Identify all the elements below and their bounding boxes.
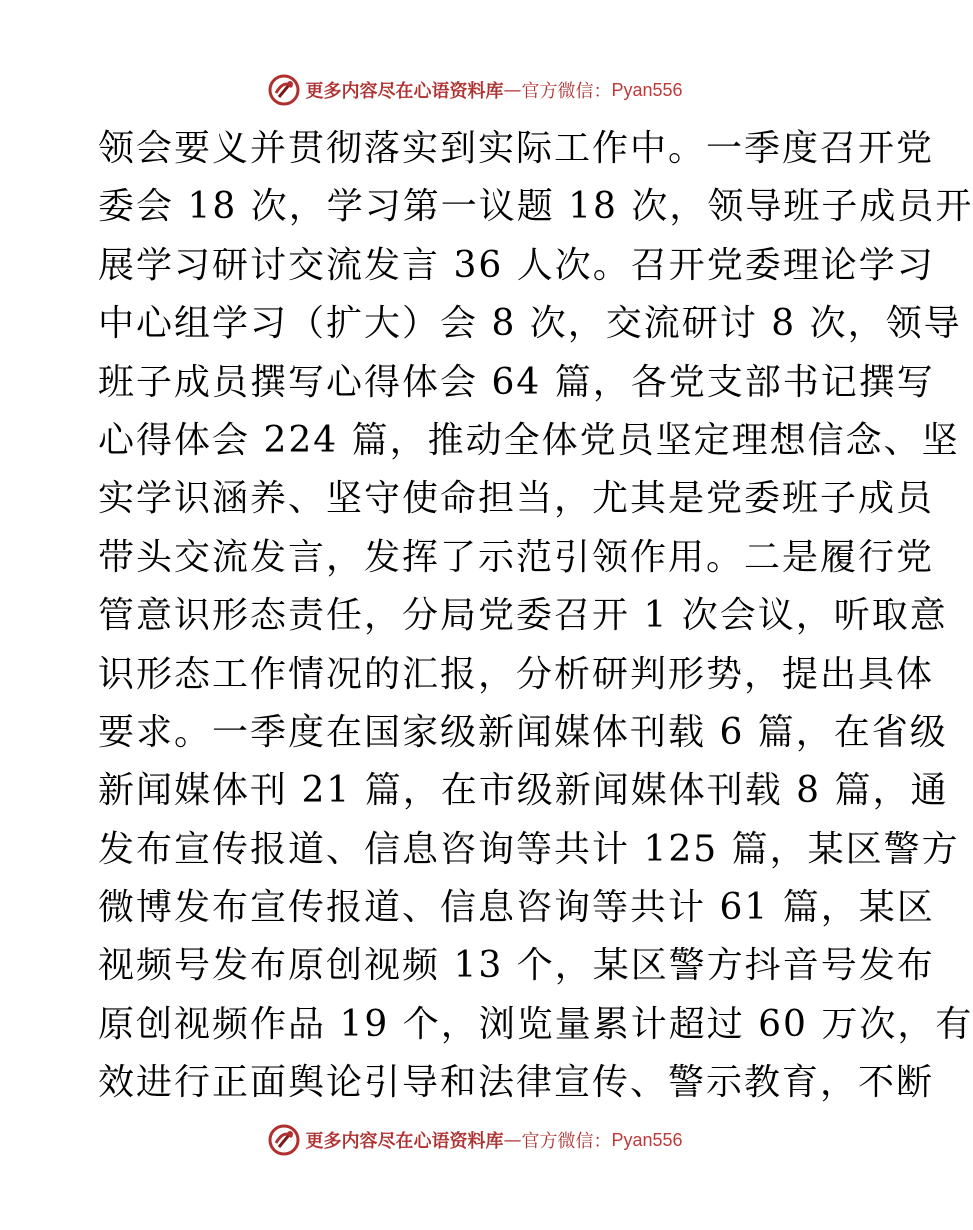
watermark-header [0,70,950,110]
text-line: 领会要义并贯彻落实到实际工作中。一季度召开党 [98,128,935,169]
watermark-wechat-id: Pyan556 [611,1129,683,1150]
watermark-wechat-id: Pyan556 [611,79,683,100]
watermark-separator: — [503,1129,522,1151]
text-line: 实学识涵养、坚守使命担当，尤其是党委班子成员 [98,478,935,520]
watermark-brand: 更多内容尽在心语资料库 [305,81,504,102]
text-line: 委会 18 次，学习第一议题 18 次，领导班子成员开 [98,186,973,228]
text-line: 微博发布宣传报道、信息咨询等共计 61 篇，某区 [98,887,935,929]
text-line: 带头交流发言，发挥了示范引领作用。二是履行党 [98,536,935,578]
brand-logo-icon [267,1123,301,1157]
text-line: 管意识形态责任，分局党委召开 1 次会议，听取意 [98,595,948,637]
watermark-separator: — [503,79,522,101]
text-line: 中心组学习（扩大）会 8 次，交流研讨 8 次，领导 [98,303,962,345]
watermark-label: 官方微信： [521,1131,612,1152]
text-line: 识形态工作情况的汇报，分析研判形势，提出具体 [98,653,935,695]
text-line: 视频号发布原创视频 13 个，某区警方抖音号发布 [98,945,935,987]
text-line: 新闻媒体刊 21 篇，在市级新闻媒体刊载 8 篇，通 [98,770,949,812]
text-line: 心得体会 224 篇，推动全体党员坚定理想信念、坚 [98,419,960,461]
brand-logo-icon [267,73,301,107]
text-line: 发布宣传报道、信息咨询等共计 125 篇，某区警方 [98,828,960,870]
watermark-footer [0,1120,950,1160]
text-line: 展学习研讨交流发言 36 人次。召开党委理论学习 [98,244,935,286]
document-body [98,120,973,1113]
watermark-label: 官方微信： [521,81,612,102]
text-line: 班子成员撰写心得体会 64 篇，各党支部书记撰写 [98,361,935,403]
text-line: 原创视频作品 19 个，浏览量累计超过 60 万次，有 [98,1003,973,1045]
text-line: 要求。一季度在国家级新闻媒体刊载 6 篇，在省级 [98,711,948,753]
text-line: 效进行正面舆论引导和法律宣传、警示教育，不断 [98,1062,935,1104]
watermark-brand: 更多内容尽在心语资料库 [305,1131,504,1152]
